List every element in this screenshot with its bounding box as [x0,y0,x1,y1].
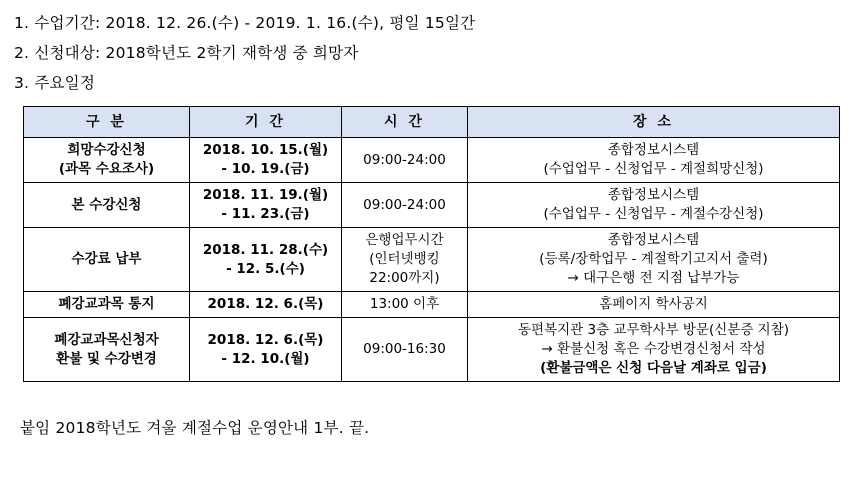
text-line: (과목 수요조사) [58,161,155,177]
table-row [24,228,840,292]
cell-period [190,138,342,183]
text-line: 동편복지관 3층 교무학사부 방문(신분증 지참) [517,322,790,338]
table-row [24,138,840,183]
text-line: 환불 및 수강변경 [56,350,157,367]
table-row [24,292,840,318]
cell-place [468,318,840,382]
text-line: 2018. 12. 6.(목) [207,296,324,312]
column-header-division: 구 분 [24,107,190,138]
cell-period [190,318,342,382]
text-line: 09:00-16:30 [363,341,446,357]
text-line: 2018. 11. 19.(월) [202,187,329,203]
text-line: (수업업무 - 신청업무 - 계절희망신청) [543,161,764,177]
intro-line-3: 3. 주요일정 [14,74,96,92]
text-line: 본 수강신청 [71,196,142,213]
table-row [24,183,840,228]
text-line: 13:00 이후 [369,296,440,312]
cell-time [342,183,468,228]
text-line: - 11. 23.(금) [221,206,310,222]
text-line: (수업업무 - 신청업무 - 계절수강신청) [543,206,764,222]
text-line: (등록/장학업무 - 계절학기고지서 출력) [539,251,768,267]
table-row [24,318,840,382]
text-line: 22:00까지) [369,270,440,286]
text-line: 2018. 10. 15.(월) [202,142,329,158]
cell-division [24,228,190,292]
text-line: 종합정보시스템 [607,187,700,203]
text-line: 종합정보시스템 [607,232,700,248]
cell-period [190,228,342,292]
text-line: (환불금액은 신청 다음날 계좌로 입금) [540,360,767,376]
text-line: 2018. 12. 6.(목) [207,331,324,348]
text-line: 2018. 11. 28.(수) [202,241,329,258]
schedule-table [23,106,840,382]
cell-division [24,138,190,183]
text-line: 수강료 납부 [71,251,142,267]
cell-period [190,292,342,318]
text-line: 은행업무시간 [365,232,444,248]
text-line: (인터넷뱅킹 [369,251,440,267]
text-line: 희망수강신청 [67,142,146,158]
text-line: 종합정보시스템 [607,142,700,158]
cell-place [468,292,840,318]
intro-line-2: 2. 신청대상: 2018학년도 2학기 재학생 중 희망자 [14,44,359,62]
cell-place [468,228,840,292]
cell-period [190,183,342,228]
text-line: - 12. 10.(월) [221,350,310,367]
text-line: 폐강교과목신청자 [54,331,159,348]
text-line: 폐강교과목 통지 [58,296,155,312]
cell-division [24,183,190,228]
text-line: → 환불신청 혹은 수강변경신청서 작성 [541,341,766,357]
cell-division [24,318,190,382]
cell-place [468,183,840,228]
attachment-note: 붙임 2018학년도 겨울 계절수업 운영안내 1부. 끝. [20,419,370,437]
cell-place [468,138,840,183]
cell-time [342,292,468,318]
column-header-time: 시 간 [342,107,468,138]
cell-division [24,292,190,318]
table-body [24,138,840,382]
cell-time [342,228,468,292]
cell-time [342,138,468,183]
text-line: 09:00-24:00 [363,151,446,168]
text-line: - 12. 5.(수) [226,260,305,277]
column-header-period: 기 간 [190,107,342,138]
table-header-row [24,107,840,138]
text-line: 09:00-24:00 [363,196,446,213]
text-line: 홈페이지 학사공지 [599,296,708,312]
column-header-place: 장 소 [468,107,840,138]
text-line: - 10. 19.(금) [221,161,310,177]
cell-time [342,318,468,382]
text-line: → 대구은행 전 지점 납부가능 [567,270,740,286]
intro-line-1: 1. 수업기간: 2018. 12. 26.(수) - 2019. 1. 16.(수), 평일 15일간 [14,14,476,32]
